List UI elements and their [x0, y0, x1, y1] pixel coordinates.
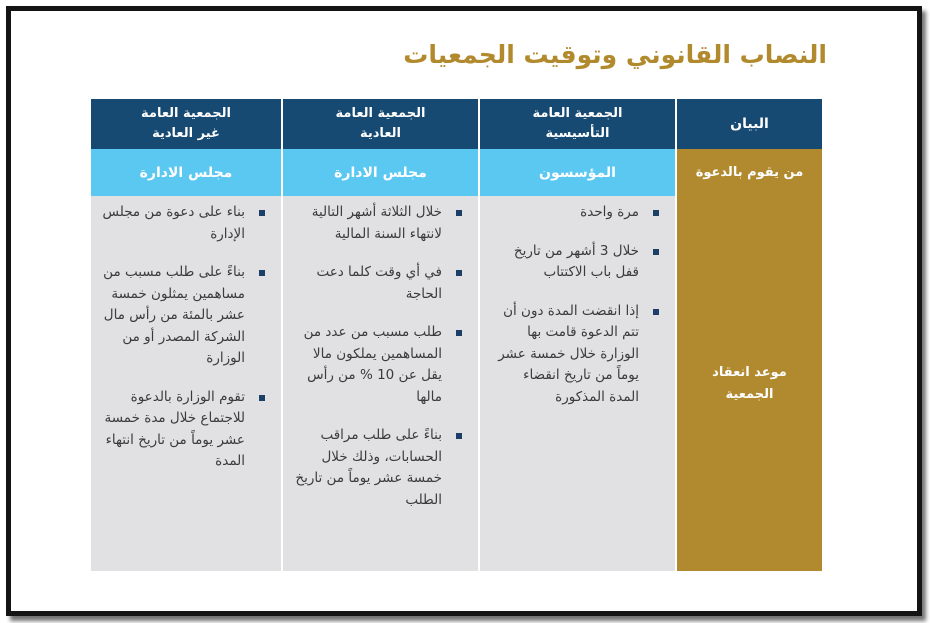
invite-col1: المؤسسون — [539, 164, 616, 181]
header-col3-line2: غير العادية — [152, 126, 220, 141]
list-item: خلال الثلاثة أشهر التالية لانتهاء السنة المالية — [293, 202, 464, 245]
header-extraordinary-assembly — [91, 99, 281, 149]
timing-col1-cell — [480, 196, 675, 571]
invite-col2-cell — [283, 149, 478, 196]
list-item: مرة واحدة — [490, 202, 661, 224]
timing-col3-list — [101, 202, 267, 490]
list-item: خلال 3 أشهر من تاريخ قفل باب الاكتتاب — [490, 241, 661, 284]
header-col2-line2: العادية — [360, 126, 401, 141]
header-label: البيان — [730, 116, 769, 132]
list-item: في أي وقت كلما دعت الحاجة — [293, 262, 464, 305]
list-item: بناءً على طلب مسبب من مساهمين يمثلون خمسة عشر بالمئة من رأس مال الشركة المصدر أو من الوزارة — [101, 262, 267, 370]
list-item: إذا انقضت المدة دون أن تتم الدعوة قامت بها الوزارة خلال خمسة عشر يوماً من تاريخ انقضاء المدة المذكورة — [490, 301, 661, 409]
timing-col1-list — [490, 202, 661, 425]
list-item: بناءً على طلب مراقب الحسابات، وذلك خلال خمسة عشر يوماً من تاريخ الطلب — [293, 425, 464, 511]
timing-col3-cell — [91, 196, 281, 571]
invite-col1-cell — [480, 149, 675, 196]
timing-label-line1: موعد انعقاد — [712, 364, 787, 380]
header-col1-line1: الجمعية العامة — [532, 106, 623, 121]
header-founding-assembly — [480, 99, 675, 149]
comparison-table — [97, 99, 822, 571]
header-ordinary-assembly — [283, 99, 478, 149]
header-label-cell — [677, 99, 822, 149]
header-col2-line1: الجمعية العامة — [335, 106, 426, 121]
timing-col2-cell — [283, 196, 478, 571]
timing-label-line2: الجمعية — [725, 386, 774, 402]
timing-col2-list — [293, 202, 464, 528]
list-item: تقوم الوزارة بالدعوة للاجتماع خلال مدة خمسة عشر يوماً من تاريخ انتهاء المدة — [101, 387, 267, 473]
slide-title: النصاب القانوني وتوقيت الجمعيات — [403, 40, 827, 69]
invite-col2: مجلس الادارة — [334, 164, 427, 181]
invite-col3-cell — [91, 149, 281, 196]
header-col1-line2: التأسيسية — [545, 126, 610, 141]
invite-label: من يقوم بالدعوة — [695, 165, 804, 180]
header-col3-line1: الجمعية العامة — [141, 106, 231, 121]
invite-col3: مجلس الادارة — [139, 164, 233, 181]
invite-label-cell — [677, 149, 822, 196]
timing-label-cell — [677, 196, 822, 571]
list-item: طلب مسبب من عدد من المساهمين يملكون مالا يقل عن 10 % من رأس مالها — [293, 322, 464, 408]
list-item: بناء على دعوة من مجلس الإدارة — [101, 202, 267, 245]
